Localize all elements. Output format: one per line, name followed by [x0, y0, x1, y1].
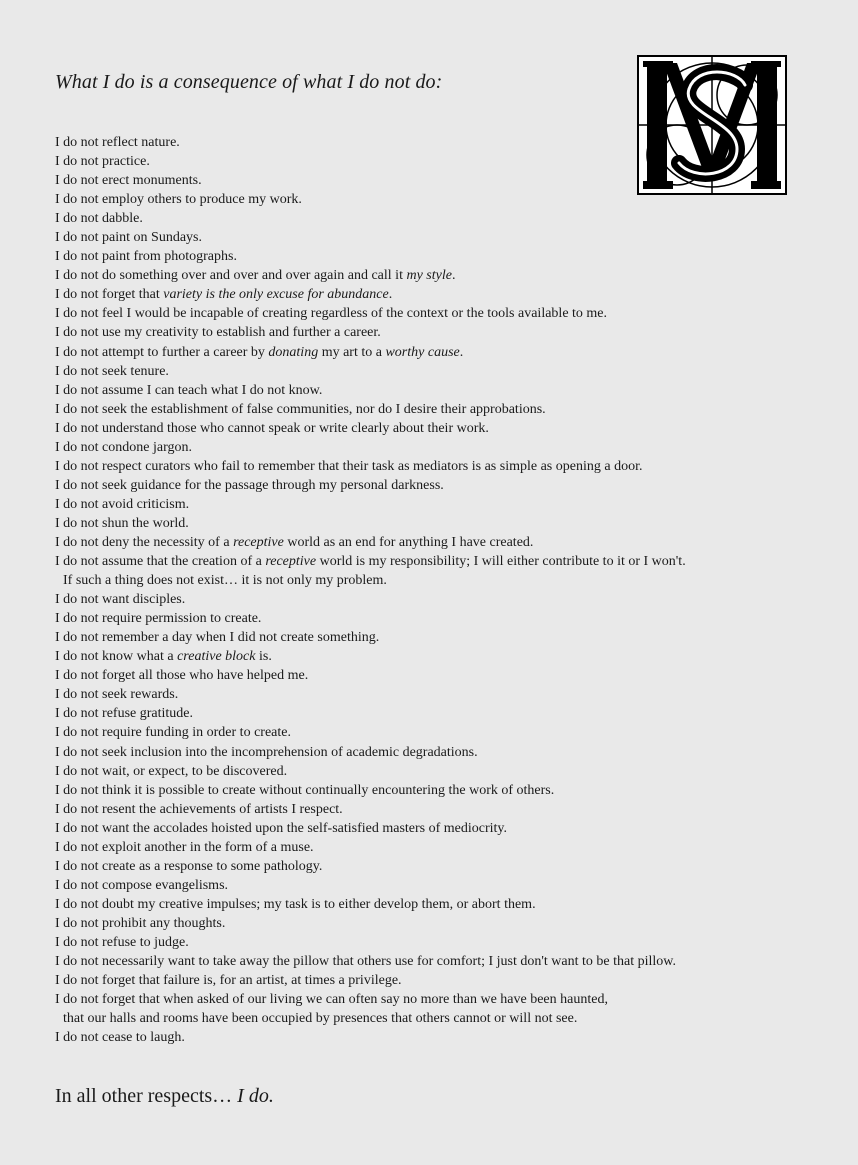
- line-text: I do not assume that the creation of a: [55, 554, 266, 570]
- line-text: I do not paint on Sundays.: [55, 230, 202, 246]
- line-text: I do not exploit another in the form of a muse.: [55, 839, 314, 855]
- line-text: I do not forget that when asked of our living we can often say no more than we have been haunted,: [55, 992, 608, 1008]
- line-text: I do not reflect nature.: [55, 135, 180, 150]
- line-text: I do not use my creativity to establish and further a career.: [55, 325, 381, 341]
- manifesto-line: [55, 209, 835, 228]
- manifesto-line: [55, 952, 835, 971]
- manifesto-line: [55, 1028, 835, 1047]
- manifesto-line: [55, 971, 835, 990]
- emphasis-text: receptive: [233, 534, 284, 550]
- manifesto-list: [55, 133, 835, 1047]
- line-text: I do not seek inclusion into the incomprehension of academic degradations.: [55, 744, 478, 760]
- line-text: I do not refuse to judge.: [55, 934, 189, 950]
- line-text: .: [388, 287, 393, 303]
- manifesto-line: [55, 171, 835, 190]
- line-text: I do not erect monuments.: [55, 173, 202, 189]
- manifesto-line: [55, 685, 835, 704]
- closing-statement: [55, 1085, 274, 1108]
- line-text: I do not want disciples.: [55, 592, 186, 608]
- manifesto-line: [55, 190, 835, 209]
- manifesto-line: [55, 419, 835, 438]
- manifesto-line: [55, 133, 835, 152]
- manifesto-line: [55, 876, 835, 895]
- manifesto-line: [55, 476, 835, 495]
- manifesto-line: [55, 914, 835, 933]
- line-text: If such a thing does not exist… it is not only my problem.: [63, 573, 387, 589]
- line-text: I do not cease to laugh.: [55, 1030, 185, 1046]
- closing-prefix: In all other respects…: [55, 1085, 238, 1107]
- closing-emphasis: I do.: [237, 1085, 274, 1107]
- emphasis-text: receptive: [265, 554, 317, 570]
- line-text: I do not seek guidance for the passage through my personal darkness.: [55, 477, 444, 493]
- line-text: I do not respect curators who fail to remember that their task as mediators is as simple as opening a door.: [55, 458, 643, 474]
- line-text: world is my responsibility; I will either contribute to it or I won't.: [316, 554, 686, 570]
- manifesto-line: [55, 571, 835, 590]
- line-text: I do not attempt to further a career by: [55, 344, 269, 360]
- manifesto-line: [55, 457, 835, 476]
- manifesto-line: [55, 819, 835, 838]
- manifesto-line: [55, 285, 835, 304]
- emphasis-text: creative block: [177, 649, 256, 665]
- manifesto-line: [55, 838, 835, 857]
- manifesto-line: [55, 762, 835, 781]
- line-text: world as an end for anything I have created.: [283, 534, 534, 550]
- manifesto-line: [55, 590, 835, 609]
- line-text: I do not require funding in order to create.: [55, 725, 291, 741]
- manifesto-line: [55, 228, 835, 247]
- manifesto-line: [55, 781, 835, 800]
- emphasis-text: variety is the only excuse for abundance: [163, 287, 389, 303]
- manifesto-line: [55, 514, 835, 533]
- line-text: I do not compose evangelisms.: [55, 877, 229, 893]
- manifesto-line: [55, 343, 835, 362]
- manifesto-line: [55, 400, 835, 419]
- page-title: What I do is a consequence of what I do not do:: [55, 71, 443, 93]
- manifesto-line: [55, 857, 835, 876]
- manifesto-line: [55, 609, 835, 628]
- line-text: I do not understand those who cannot speak or write clearly about their work.: [55, 420, 489, 436]
- line-text: I do not want the accolades hoisted upon the self-satisfied masters of mediocrity.: [55, 820, 508, 836]
- manifesto-line: [55, 495, 835, 514]
- line-text: is.: [255, 649, 272, 665]
- manifesto-line: [55, 895, 835, 914]
- line-text: I do not create as a response to some pathology.: [55, 858, 323, 874]
- manifesto-line: [55, 152, 835, 171]
- line-text: I do not wait, or expect, to be discovered.: [55, 763, 288, 779]
- line-text: .: [459, 344, 464, 360]
- line-text: I do not seek tenure.: [55, 363, 169, 379]
- manifesto-line: [55, 647, 835, 666]
- manifesto-line: [55, 438, 835, 457]
- emphasis-text: donating: [268, 344, 319, 360]
- line-text: I do not seek the establishment of false communities, nor do I desire their approbations.: [55, 401, 546, 417]
- manifesto-line: [55, 723, 835, 742]
- manifesto-line: [55, 666, 835, 685]
- line-text: I do not practice.: [55, 154, 150, 170]
- manifesto-line: [55, 266, 835, 285]
- manifesto-line: [55, 743, 835, 762]
- line-text: I do not resent the achievements of artists I respect.: [55, 801, 343, 817]
- line-text: I do not shun the world.: [55, 515, 189, 531]
- manifesto-line: [55, 304, 835, 323]
- line-text: I do not necessarily want to take away the pillow that others use for comfort; I just don't want to be that pillow.: [55, 954, 676, 970]
- emphasis-text: my style: [406, 268, 452, 284]
- line-text: I do not know what a: [55, 649, 178, 665]
- manifesto-line: [55, 247, 835, 266]
- line-text: I do not think it is possible to create without continually encountering the work of others.: [55, 782, 555, 798]
- line-text: I do not forget that: [55, 287, 164, 303]
- line-text: I do not condone jargon.: [55, 439, 192, 455]
- line-text: I do not refuse gratitude.: [55, 706, 194, 722]
- line-text: I do not feel I would be incapable of creating regardless of the context or the tools available to me.: [55, 306, 608, 322]
- manifesto-line: [55, 800, 835, 819]
- manifesto-line: [55, 1009, 835, 1028]
- line-text: I do not deny the necessity of a: [55, 534, 234, 550]
- manifesto-line: [55, 323, 835, 342]
- manifesto-line: [55, 990, 835, 1009]
- line-text: that our halls and rooms have been occupied by presences that others cannot or will not see.: [63, 1011, 578, 1027]
- line-text: I do not paint from photographs.: [55, 249, 237, 265]
- emphasis-text: worthy cause: [385, 344, 460, 360]
- line-text: I do not dabble.: [55, 211, 143, 227]
- manifesto-line: [55, 552, 835, 571]
- manifesto-line: [55, 381, 835, 400]
- line-text: my art to a: [318, 344, 386, 360]
- line-text: I do not remember a day when I did not create something.: [55, 630, 380, 646]
- line-text: I do not do something over and over and over again and call it: [55, 268, 407, 284]
- line-text: I do not forget all those who have helped me.: [55, 668, 309, 684]
- line-text: .: [451, 268, 456, 284]
- line-text: I do not doubt my creative impulses; my task is to either develop them, or abort them.: [55, 896, 536, 912]
- manifesto-line: [55, 933, 835, 952]
- line-text: I do not seek rewards.: [55, 687, 179, 703]
- line-text: I do not avoid criticism.: [55, 496, 190, 512]
- line-text: I do not assume I can teach what I do not know.: [55, 382, 323, 398]
- manifesto-line: [55, 704, 835, 723]
- line-text: I do not forget that failure is, for an artist, at times a privilege.: [55, 973, 402, 989]
- line-text: I do not prohibit any thoughts.: [55, 915, 226, 931]
- manifesto-line: [55, 628, 835, 647]
- line-text: I do not employ others to produce my work.: [55, 192, 302, 208]
- line-text: I do not require permission to create.: [55, 611, 262, 627]
- manifesto-line: [55, 533, 835, 552]
- manifesto-line: [55, 362, 835, 381]
